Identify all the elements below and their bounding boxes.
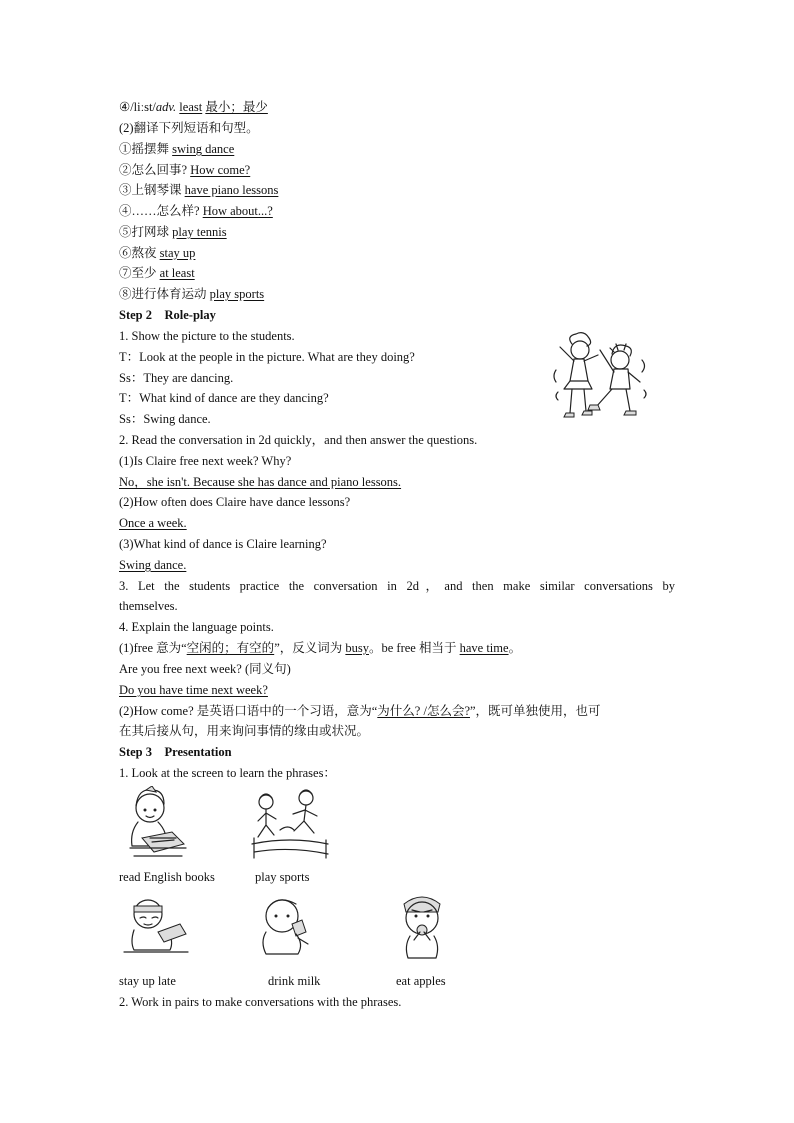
- vocab-item-least: [119, 99, 268, 115]
- vocab-meaning: 最小；最少: [205, 100, 268, 114]
- question: (1)Is Claire free next week? Why?: [119, 454, 292, 468]
- caption-drink-milk: drink milk: [268, 974, 321, 988]
- translate-item: ②怎么回事? How come?: [119, 163, 251, 177]
- caption-eat-apples: eat apples: [396, 974, 446, 988]
- step2-line: themselves.: [119, 599, 178, 613]
- translate-item: ⑤打网球 play tennis: [119, 225, 227, 239]
- translate-item: ⑦至少 at least: [119, 266, 195, 280]
- question: (3)What kind of dance is Claire learning?: [119, 537, 327, 551]
- translate-item: ④……怎么样? How about...?: [119, 204, 273, 218]
- step3-heading: Step 3 Presentation: [119, 745, 232, 759]
- caption-read-english-books: read English books: [119, 870, 215, 884]
- caption-play-sports: play sports: [255, 870, 310, 884]
- translate-item: ③上钢琴课 have piano lessons: [119, 183, 279, 197]
- language-point-free: (1)free 意为“空闲的；有空的”，反义词为 busy。be free 相当于 have time。: [119, 641, 522, 655]
- step2-line: Are you free next week? (同义句): [119, 662, 291, 676]
- translate-item: ⑧进行体育运动 play sports: [119, 287, 265, 301]
- swing-dance-illustration: [552, 330, 652, 426]
- vocab-pos: adv.: [155, 100, 177, 114]
- step2-line: 2. Read the conversation in 2d quickly，and then answer the questions.: [119, 433, 478, 447]
- caption-stay-up-late: stay up late: [119, 974, 176, 988]
- answer: No，she isn't. Because she has dance and piano lessons.: [119, 475, 402, 489]
- eat-apples-illustration: [392, 890, 452, 964]
- step2-line: T：Look at the people in the picture. What are they doing?: [119, 350, 415, 364]
- step2-line: 在其后接从句，用来询问事情的缘由或状况。: [119, 724, 370, 738]
- step2-line: Ss：Swing dance.: [119, 412, 211, 426]
- translate-heading: (2)翻译下列短语和句型。: [119, 121, 259, 135]
- answer: Swing dance.: [119, 558, 187, 572]
- question: (2)How often does Claire have dance lessons?: [119, 495, 351, 509]
- stay-up-late-illustration: [120, 892, 192, 964]
- answer: Once a week.: [119, 516, 187, 530]
- step2-line: 4. Explain the language points.: [119, 620, 274, 634]
- step2-line: 3. Let the students practice the conversation in 2d，and then make similar conversations by: [119, 579, 675, 593]
- vocab-pronunciation: ④/liːst/: [119, 100, 156, 114]
- playing-sports-illustration: [250, 786, 330, 862]
- step3-line: 1. Look at the screen to learn the phrases：: [119, 766, 336, 780]
- answer: Do you have time next week?: [119, 683, 268, 697]
- translate-item: ①摇摆舞 swing dance: [119, 142, 235, 156]
- step2-heading: Step 2 Role-play: [119, 308, 216, 322]
- drink-milk-illustration: [252, 892, 324, 964]
- language-point-how-come: (2)How come? 是英语口语中的一个习语，意为“为什么? /怎么会?”，既可单独使用，也可: [119, 704, 601, 718]
- vocab-word: least: [179, 100, 203, 114]
- translate-item: ⑥熬夜 stay up: [119, 246, 196, 260]
- step2-line: 1. Show the picture to the students.: [119, 329, 295, 343]
- reading-girl-illustration: [120, 786, 190, 862]
- step3-line: 2. Work in pairs to make conversations with the phrases.: [119, 995, 402, 1009]
- step2-line: Ss：They are dancing.: [119, 371, 234, 385]
- step2-line: T：What kind of dance are they dancing?: [119, 391, 329, 405]
